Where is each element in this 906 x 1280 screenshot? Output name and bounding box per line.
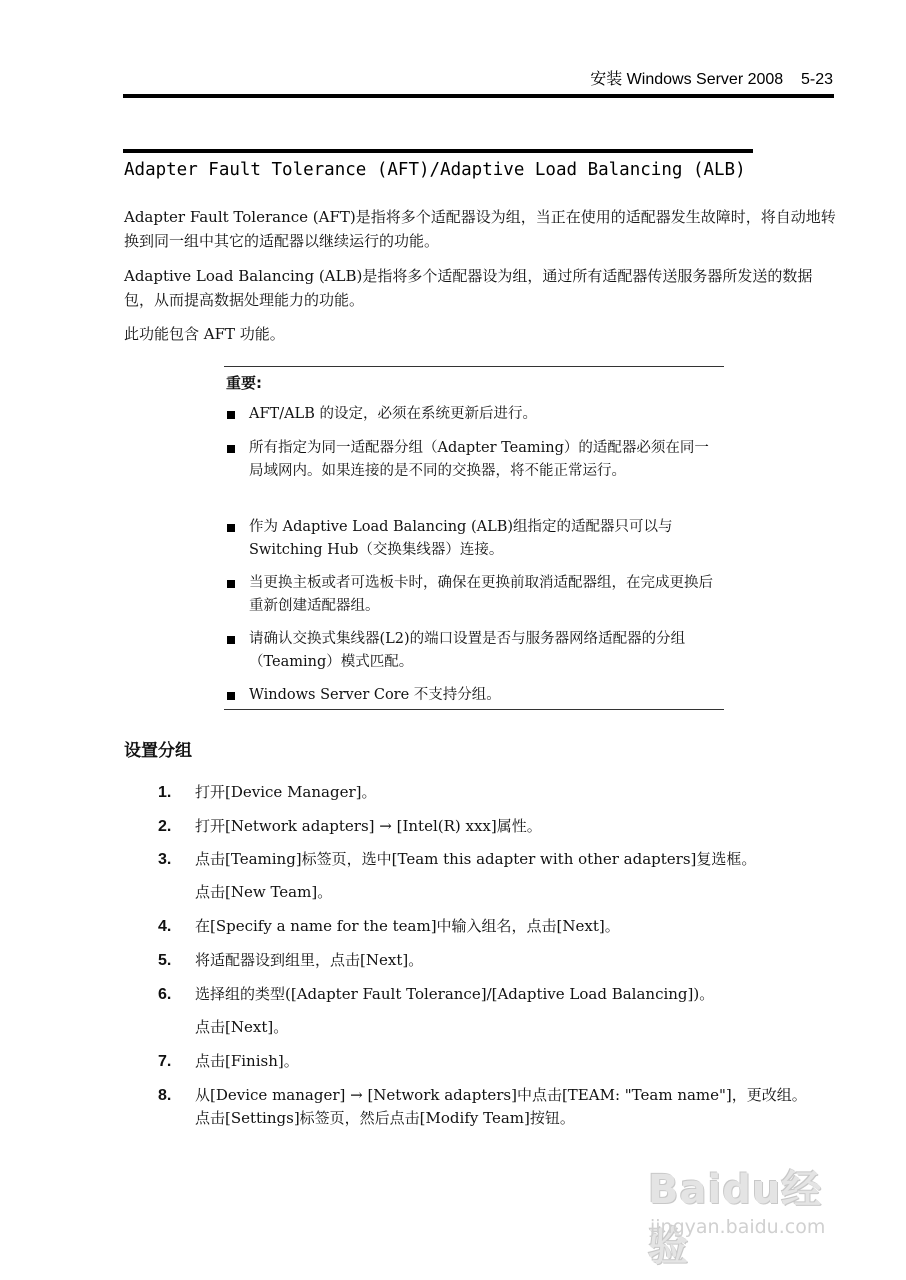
step-text: 点击[Teaming]标签页，选中[Team this adapter with other adapters]复选框。 [195, 850, 757, 868]
important-title: 重要: [226, 374, 262, 392]
step-number: 1. [158, 784, 172, 801]
header-rule [123, 94, 834, 98]
step-continuation: 点击[Settings]标签页，然后点击[Modify Team]按钮。 [195, 1109, 575, 1127]
important-item-text: AFT/ALB 的设定，必须在系统更新后进行。 [249, 406, 537, 422]
running-header: 安装 Windows Server 2008 5-23 [590, 71, 833, 88]
step-number: 8. [158, 1087, 172, 1104]
step-number: 2. [158, 818, 172, 835]
important-item-text: 所有指定为同一适配器分组（Adapter Teaming）的适配器必须在同一局域网内。如果连接的是不同的交换器，将不能正常运行。 [249, 440, 709, 479]
important-item-text: 作为 Adaptive Load Balancing (ALB)组指定的适配器只可以与 Switching Hub（交换集线器）连接。 [249, 519, 673, 558]
step-number: 4. [158, 918, 172, 935]
step-text: 将适配器设到组里，点击[Next]。 [195, 951, 424, 969]
step-continuation: 点击[New Team]。 [195, 883, 333, 901]
important-item-text: Windows Server Core 不支持分组。 [249, 687, 501, 703]
paragraph-alb: Adaptive Load Balancing (ALB)是指将多个适配器设为组，通过所有适配器传送服务器所发送的数据包，从而提高数据处理能力的功能。 [124, 267, 813, 309]
paragraph-aft: Adapter Fault Tolerance (AFT)是指将多个适配器设为组，当正在使用的适配器发生故障时，将自动地转换到同一组中其它的适配器以继续运行的功能。 [124, 208, 836, 250]
step-text: 选择组的类型([Adapter Fault Tolerance]/[Adaptive Load Balancing])。 [195, 985, 715, 1003]
setup-heading: 设置分组 [124, 741, 192, 761]
bullet-square-icon [227, 692, 235, 700]
step-text: 点击[Finish]。 [195, 1052, 299, 1070]
bullet-square-icon [227, 524, 235, 532]
step-number: 6. [158, 986, 172, 1003]
bullet-square-icon [227, 636, 235, 644]
step-text: 从[Device manager] → [Network adapters]中点击[TEAM: "Team name"]，更改组。 [195, 1086, 807, 1104]
section-title: Adapter Fault Tolerance (AFT)/Adaptive Load Balancing (ALB) [124, 160, 746, 180]
step-continuation: 点击[Next]。 [195, 1018, 289, 1036]
step-number: 7. [158, 1053, 172, 1070]
step-text: 在[Specify a name for the team]中输入组名，点击[Next]。 [195, 917, 620, 935]
step-number: 3. [158, 851, 172, 868]
important-box [224, 366, 724, 710]
step-text: 打开[Device Manager]。 [195, 783, 377, 801]
bullet-square-icon [227, 580, 235, 588]
paragraph-includes-aft: 此功能包含 AFT 功能。 [124, 325, 285, 343]
step-number: 5. [158, 952, 172, 969]
section-rule [123, 149, 753, 153]
important-item-text: 当更换主板或者可选板卡时，确保在更换前取消适配器组，在完成更换后重新创建适配器组。 [249, 575, 713, 614]
watermark-url: jingyan.baidu.com [650, 1216, 826, 1238]
bullet-square-icon [227, 411, 235, 419]
important-item-text: 请确认交换式集线器(L2)的端口设置是否与服务器网络适配器的分组（Teaming）模式匹配。 [249, 631, 686, 670]
step-text: 打开[Network adapters] → [Intel(R) xxx]属性。 [195, 817, 542, 835]
bullet-square-icon [227, 445, 235, 453]
watermark-brand: Baidu经验 [648, 1167, 823, 1270]
baidu-watermark [640, 1150, 860, 1270]
